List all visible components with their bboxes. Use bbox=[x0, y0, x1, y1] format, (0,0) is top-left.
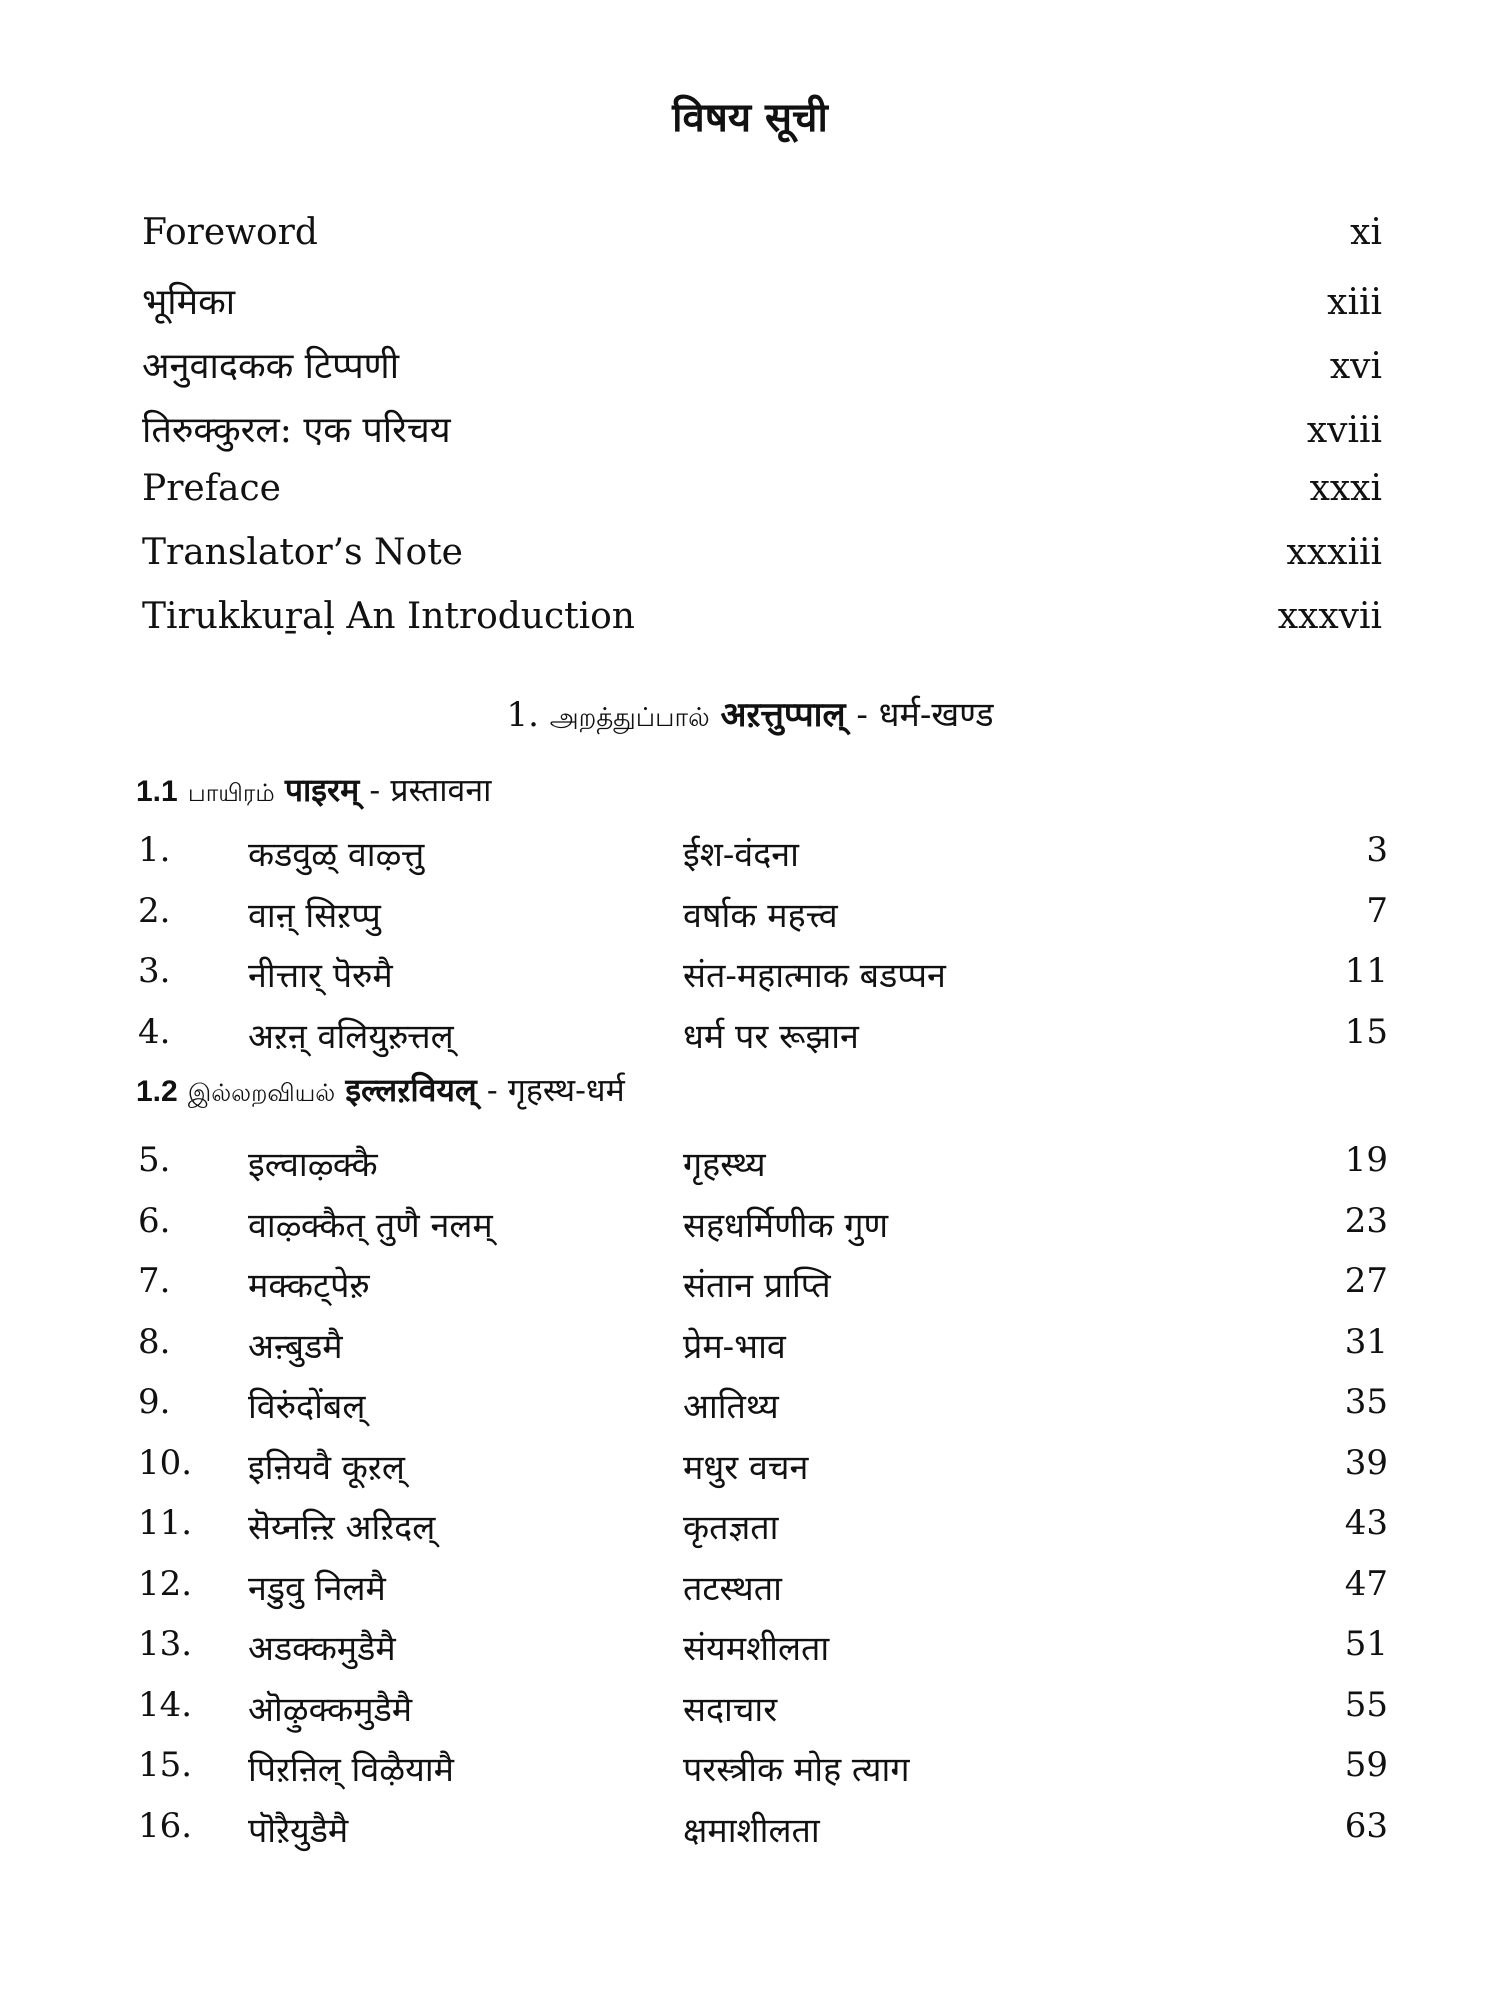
chapter-page: 15 bbox=[1344, 1011, 1388, 1052]
front-matter-entry[interactable] bbox=[142, 468, 1382, 532]
chapter-row[interactable] bbox=[138, 951, 1388, 1012]
chapter-number: 11. bbox=[138, 1503, 193, 1543]
chapter-number: 4. bbox=[138, 1011, 171, 1052]
chapter-transliteration: अऩ्बुडमै bbox=[248, 1326, 343, 1367]
page-title: विषय सूची bbox=[672, 94, 828, 141]
entry-page: xviii bbox=[1306, 410, 1382, 451]
front-matter-entry[interactable] bbox=[142, 596, 1382, 660]
chapter-page: 27 bbox=[1344, 1261, 1388, 1301]
chapter-number: 14. bbox=[138, 1684, 193, 1725]
chapter-row[interactable] bbox=[138, 830, 1388, 891]
chapter-row[interactable] bbox=[138, 1624, 1388, 1685]
chapter-hindi: सदाचार bbox=[683, 1689, 778, 1730]
chapter-transliteration: वाऩ् सिऱप्पु bbox=[248, 895, 381, 936]
chapter-number: 7. bbox=[138, 1261, 171, 1301]
entry-page: xxxvii bbox=[1277, 596, 1382, 637]
chapter-number: 15. bbox=[138, 1745, 193, 1785]
chapter-page: 47 bbox=[1344, 1563, 1388, 1604]
entry-page: xiii bbox=[1327, 282, 1382, 323]
chapter-page: 11 bbox=[1344, 951, 1388, 991]
chapter-page: 63 bbox=[1344, 1805, 1388, 1846]
front-matter-entry[interactable] bbox=[142, 212, 1382, 276]
chapter-hindi: संयमशीलता bbox=[683, 1629, 830, 1669]
front-matter-entry[interactable] bbox=[142, 340, 1382, 404]
chapter-transliteration: कडवुळ् वाऴ्त्तु bbox=[248, 835, 425, 875]
chapter-page: 39 bbox=[1344, 1442, 1388, 1483]
chapter-transliteration: इल्वाऴ्क्कै bbox=[248, 1145, 378, 1185]
chapter-number: 9. bbox=[138, 1382, 171, 1422]
chapter-page: 51 bbox=[1344, 1624, 1388, 1664]
chapter-hindi: क्षमाशीलता bbox=[683, 1810, 820, 1851]
chapter-number: 10. bbox=[138, 1442, 193, 1483]
entry-label: अनुवादकक टिप्पणी bbox=[142, 346, 400, 387]
chapter-page: 59 bbox=[1344, 1745, 1388, 1785]
chapter-hindi: धर्म पर रूझान bbox=[683, 1016, 859, 1057]
front-matter-list bbox=[142, 212, 1382, 660]
section-tamil: இல்லறவியல் bbox=[187, 1079, 336, 1107]
chapter-row[interactable] bbox=[138, 1503, 1388, 1564]
chapter-row[interactable] bbox=[138, 1140, 1388, 1201]
entry-page: xvi bbox=[1329, 346, 1382, 387]
part-title bbox=[0, 690, 1500, 736]
chapter-number: 8. bbox=[138, 1321, 171, 1362]
entry-page: xxxiii bbox=[1286, 532, 1382, 573]
section-transliteration: पाइरम् bbox=[284, 771, 360, 809]
chapter-row[interactable] bbox=[138, 1745, 1388, 1806]
chapter-page: 31 bbox=[1344, 1321, 1388, 1362]
part-hindi: धर्म-खण्ड bbox=[878, 695, 994, 735]
section-separator: - bbox=[359, 771, 391, 809]
section-number: 1.2 bbox=[136, 1075, 178, 1108]
chapter-transliteration: नडुवु निलमै bbox=[248, 1568, 386, 1609]
chapter-hindi: तटस्थता bbox=[683, 1568, 782, 1609]
front-matter-entry[interactable] bbox=[142, 404, 1382, 468]
chapter-transliteration: पॊऱैयुडैमै bbox=[248, 1810, 349, 1851]
chapter-hindi: संत-महात्माक बडप्पन bbox=[683, 956, 946, 996]
chapter-row[interactable] bbox=[138, 1201, 1388, 1262]
chapter-transliteration: नीत्तार् पॆरुमै bbox=[248, 956, 393, 996]
chapter-hindi: संतान प्राप्ति bbox=[683, 1266, 831, 1306]
entry-label: भूमिका bbox=[142, 282, 236, 323]
entry-page: xxxi bbox=[1309, 468, 1382, 509]
part-tamil: அறத்துப்பால் bbox=[549, 703, 710, 733]
entry-label: Tirukkuṟaḷ An Introduction bbox=[142, 596, 635, 637]
entry-page: xi bbox=[1350, 212, 1382, 253]
chapter-hindi: वर्षाक महत्त्व bbox=[683, 895, 838, 936]
chapter-transliteration: पिऱऩिल् विऴैयामै bbox=[248, 1750, 454, 1790]
chapter-number: 3. bbox=[138, 951, 171, 991]
chapter-hindi: आतिथ्य bbox=[683, 1387, 779, 1427]
chapter-list bbox=[138, 1140, 1388, 1866]
chapter-number: 1. bbox=[138, 830, 171, 870]
section-hindi: प्रस्तावना bbox=[390, 771, 492, 809]
chapter-hindi: मधुर वचन bbox=[683, 1447, 809, 1488]
section-tamil: பாயிரம் bbox=[187, 779, 275, 807]
front-matter-entry[interactable] bbox=[142, 532, 1382, 596]
chapter-row[interactable] bbox=[138, 1806, 1388, 1867]
chapter-number: 6. bbox=[138, 1200, 171, 1241]
chapter-transliteration: इऩियवै कूऱल् bbox=[248, 1447, 405, 1488]
chapter-number: 5. bbox=[138, 1140, 171, 1180]
chapter-hindi: परस्त्रीक मोह त्याग bbox=[683, 1750, 910, 1790]
chapter-hindi: कृतज्ञता bbox=[683, 1508, 779, 1548]
chapter-row[interactable] bbox=[138, 1443, 1388, 1504]
section-transliteration: इल्लऱवियल् bbox=[345, 1071, 477, 1109]
section-heading bbox=[136, 1068, 625, 1111]
part-number: 1. bbox=[506, 695, 539, 735]
chapter-page: 35 bbox=[1344, 1382, 1388, 1422]
section-hindi: गृहस्थ-धर्म bbox=[507, 1071, 625, 1109]
chapter-page: 43 bbox=[1344, 1503, 1388, 1543]
chapter-row[interactable] bbox=[138, 1564, 1388, 1625]
chapter-transliteration: सॆय्नऩ्ऱि अऱिदल् bbox=[248, 1508, 436, 1548]
chapter-hindi: सहधर्मिणीक गुण bbox=[683, 1205, 889, 1246]
section-number: 1.1 bbox=[136, 775, 178, 808]
chapter-row[interactable] bbox=[138, 891, 1388, 952]
chapter-number: 13. bbox=[138, 1624, 193, 1664]
chapter-number: 12. bbox=[138, 1563, 193, 1604]
chapter-number: 16. bbox=[138, 1805, 193, 1846]
chapter-transliteration: ऒऴुक्कमुडैमै bbox=[248, 1689, 413, 1730]
entry-label: Foreword bbox=[142, 212, 318, 253]
front-matter-entry[interactable] bbox=[142, 276, 1382, 340]
chapter-transliteration: वाऴ्क्कैत् तुणै नलम् bbox=[248, 1205, 493, 1246]
chapter-transliteration: विरुंदोंबल् bbox=[248, 1387, 366, 1427]
chapter-number: 2. bbox=[138, 890, 171, 931]
chapter-row[interactable] bbox=[138, 1261, 1388, 1322]
chapter-row[interactable] bbox=[138, 1322, 1388, 1383]
section-separator: - bbox=[476, 1071, 508, 1109]
chapter-page: 19 bbox=[1344, 1140, 1388, 1180]
chapter-page: 7 bbox=[1366, 890, 1388, 931]
entry-label: Translator’s Note bbox=[142, 532, 463, 573]
section-heading bbox=[136, 768, 491, 811]
entry-label: तिरुक्कुरल: एक परिचय bbox=[142, 410, 451, 451]
entry-label: Preface bbox=[142, 468, 281, 509]
chapter-transliteration: अडक्कमुडैमै bbox=[248, 1629, 396, 1669]
chapter-hindi: गृहस्थ्य bbox=[683, 1145, 766, 1185]
chapter-hindi: ईश-वंदना bbox=[683, 835, 799, 875]
chapter-row[interactable] bbox=[138, 1012, 1388, 1073]
part-transliteration: अऱत्तुप्पाल् bbox=[720, 695, 846, 735]
chapter-row[interactable] bbox=[138, 1685, 1388, 1746]
part-separator: - bbox=[845, 695, 879, 735]
chapter-page: 3 bbox=[1366, 830, 1388, 870]
chapter-page: 55 bbox=[1344, 1684, 1388, 1725]
chapter-transliteration: मक्कट्पेऱु bbox=[248, 1266, 369, 1306]
chapter-page: 23 bbox=[1344, 1200, 1388, 1241]
chapter-list bbox=[138, 830, 1388, 1072]
chapter-transliteration: अऱऩ् वलियुऱुत्तल् bbox=[248, 1016, 454, 1057]
chapter-hindi: प्रेम-भाव bbox=[683, 1326, 786, 1367]
chapter-row[interactable] bbox=[138, 1382, 1388, 1443]
